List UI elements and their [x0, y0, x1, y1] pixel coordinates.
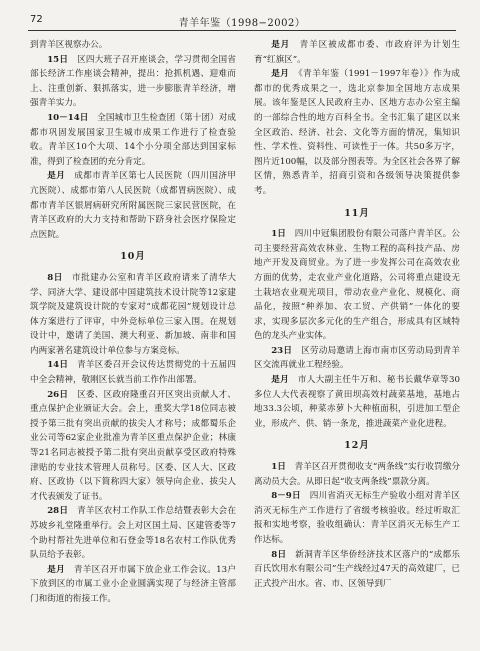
chronicle-entry [254, 460, 460, 489]
entry-date: 8日 [271, 549, 287, 560]
entry-text: 《青羊年鉴（1991－1997年卷）》作为成都市的优秀成果之一，选北京参加全国地方志成果展。该年鉴是区人民政府主办、区地方志办公室主编的一部综合性的地方百科全书。全书汇集了建区以来全区政治、经济、社会、文化等方面的情况，集知识性、学术性、资料性、可读性于一体。共50多万字，图片近100幅，以及部分图表等。为全区社会各界了解区情，熟悉青羊，招商引资和各级领导决策提供参考。 [254, 69, 460, 196]
entry-text: 区委、区政府隆重召开区突出贡献人才、重点保护企业颁证大会。会上，重奖大学18位同志被授予第三批有突出贡献的拔尖人才称号；成都蜀乐企业公司等62家企业批准为青羊区重点保护企业；林康等21名同志被授予第二批有突出贡献享受区政府特殊津贴的专业技术管理人员称号。区委、区人大、区政府、区政协（以下简称四大家）领导向企业、拔尖人才代表颁发了证书。 [30, 389, 236, 502]
entry-text: 青羊区委召开会议传达贯彻党的十五届四中全会精神，敬刚区长就当前工作作出部署。 [30, 360, 236, 386]
page-number: 72 [30, 14, 43, 25]
entry-date: 28日 [47, 506, 69, 517]
entry-text: 区劳动局邀请上海市南市区劳动局到青羊区交流再就业工程经验。 [254, 345, 460, 371]
entry-date: 26日 [47, 389, 69, 400]
right-column [254, 38, 460, 645]
entry-date: 14日 [47, 360, 69, 371]
entry-text: 青羊区召开市属下放企业工作会议。13户下放到区的市属工业小企业圆满实现了与经济主管部门和街道的衔接工作。 [30, 564, 236, 604]
entry-text: 成都市青羊区第七人民医院（四川国济甲亢医院）、成都市第八人民医院（成都胃病医院）、成都市青羊区银屑病研究所附属医院三家民营医院，在青羊区政府的大力支持和帮助下跻身社会医疗保险定点医院。 [30, 171, 236, 240]
running-header [28, 12, 456, 31]
chronicle-entry [254, 548, 460, 592]
left-column [30, 38, 236, 645]
month-heading: 12月 [344, 440, 370, 452]
entry-text: 四川中冠集团股份有限公司落户青羊区。公司主要经营高效农林业、生物工程的高科技产品、房地产开发及商贸业。为了进一步发挥公司在高效农业方面的优势，走农业产业化道路，公司将重点建设无土栽培农业观光项目，带动农业产业化、规模化、商品化，按照“种养加、农工贸、产供销”一体化的要求，实现多层次多元化的生产组合，形成具有区域特色的龙头产业实体。 [254, 229, 460, 342]
entry-text: 新洞青羊区华侨经济技术区落户的“成都乐百氏饮用水有限公司”生产线经过47天的高效建厂，已正式投产出水。省、市、区领导到厂 [254, 549, 460, 589]
entry-text: 青羊区农村工作队工作总结暨表彰大会在苏坡乡礼堂隆重举行。会上对区国土局、区建管委等7个助村帮社先进单位和石登金等18名农村工作队优秀队员给予表彰。 [30, 506, 236, 561]
entry-date: 23日 [271, 345, 293, 356]
chronicle-entry [30, 169, 236, 242]
chronicle-entry [30, 563, 236, 607]
entry-date: 是月 [271, 375, 289, 386]
entry-text: 四川省消灭无标生产验收小组对青羊区消灭无标生产工作进行了省级考核验收。经过听取汇报和实地考察，验收组确认：青羊区消灭无标生产工作达标。 [254, 491, 460, 545]
entry-date: 是月 [47, 171, 66, 182]
entry-text: 青羊区被成都市委、市政府评为计划生育“红旗区”。 [254, 40, 460, 65]
chronicle-entry [254, 227, 460, 344]
running-title: 青羊年鉴（1998−2002） [178, 18, 306, 29]
chronicle-entry [254, 67, 460, 198]
entry-date: 8－9日 [271, 491, 301, 502]
entry-text: 市人大副主任牛万和、秘书长戴华章等30多位人大代表视察了黄田坝高效村蔬菜基地，基地占地33.3公顷，种菜赤萝卜大种植面积，引进加工型企业，形成产、供、销一条龙，推进蔬菜产业化进程。 [254, 375, 460, 429]
entry-date: 是月 [271, 40, 291, 50]
chronicle-entry [254, 344, 460, 373]
entry-text: 到青羊区视察办公。 [30, 40, 108, 50]
chronicle-entry [254, 489, 460, 547]
entry-date: 1日 [271, 462, 286, 473]
entry-date: 是月 [47, 564, 65, 575]
entry-text: 市批建办公室和青羊区政府请来了清华大学、同济大学、建设部中国建筑技术设计院等12家建筑学院及建筑设计院的专家对“成都花园”规划设计总体方案进行了评审，中外竞标单位三家入围。在规划设计中，邀请了美国、澳大利亚、新加坡、南非和国内两家著名建筑设计单位参与方案竞标。 [30, 272, 236, 356]
chronicle-entry [254, 38, 460, 67]
chronicle-entry [30, 53, 236, 111]
chronicle-entry [30, 38, 236, 53]
chronicle-entry [30, 111, 236, 169]
chronicle-entry [30, 504, 236, 562]
chronicle-entry [30, 358, 236, 387]
chronicle-entry [30, 271, 236, 359]
entry-text: 区四大班子召开座谈会，学习贯彻全国省部长经济工作座谈会精神，提出：抢抓机遇、迎难而上、注重创新、狠抓落实，进一步膨胀青羊经济，增强青羊实力。 [30, 54, 236, 109]
entry-date: 8日 [47, 272, 63, 283]
chronicle-entry [30, 388, 236, 505]
chronicle-entry [254, 373, 460, 431]
entry-date: 15日 [47, 54, 69, 65]
entry-text: 青羊区召开贯彻收支“两条线”实行收罚缴分离动员大会。从即日起“收支两条线”票款分离。 [254, 462, 460, 487]
month-heading: 10月 [120, 251, 146, 263]
entry-date: 是月 [271, 69, 290, 80]
entry-date: 1日 [271, 229, 286, 240]
month-heading: 11月 [344, 207, 370, 219]
entry-text: 全国城市卫生检查团（第十团）对成都市巩固发展国家卫生城市成果工作进行了检查验收。青羊区10个大项、14个小分项全部达到国家标准，得到了检查团的充分肯定。 [30, 112, 236, 167]
entry-date: 10－14日 [47, 112, 89, 123]
